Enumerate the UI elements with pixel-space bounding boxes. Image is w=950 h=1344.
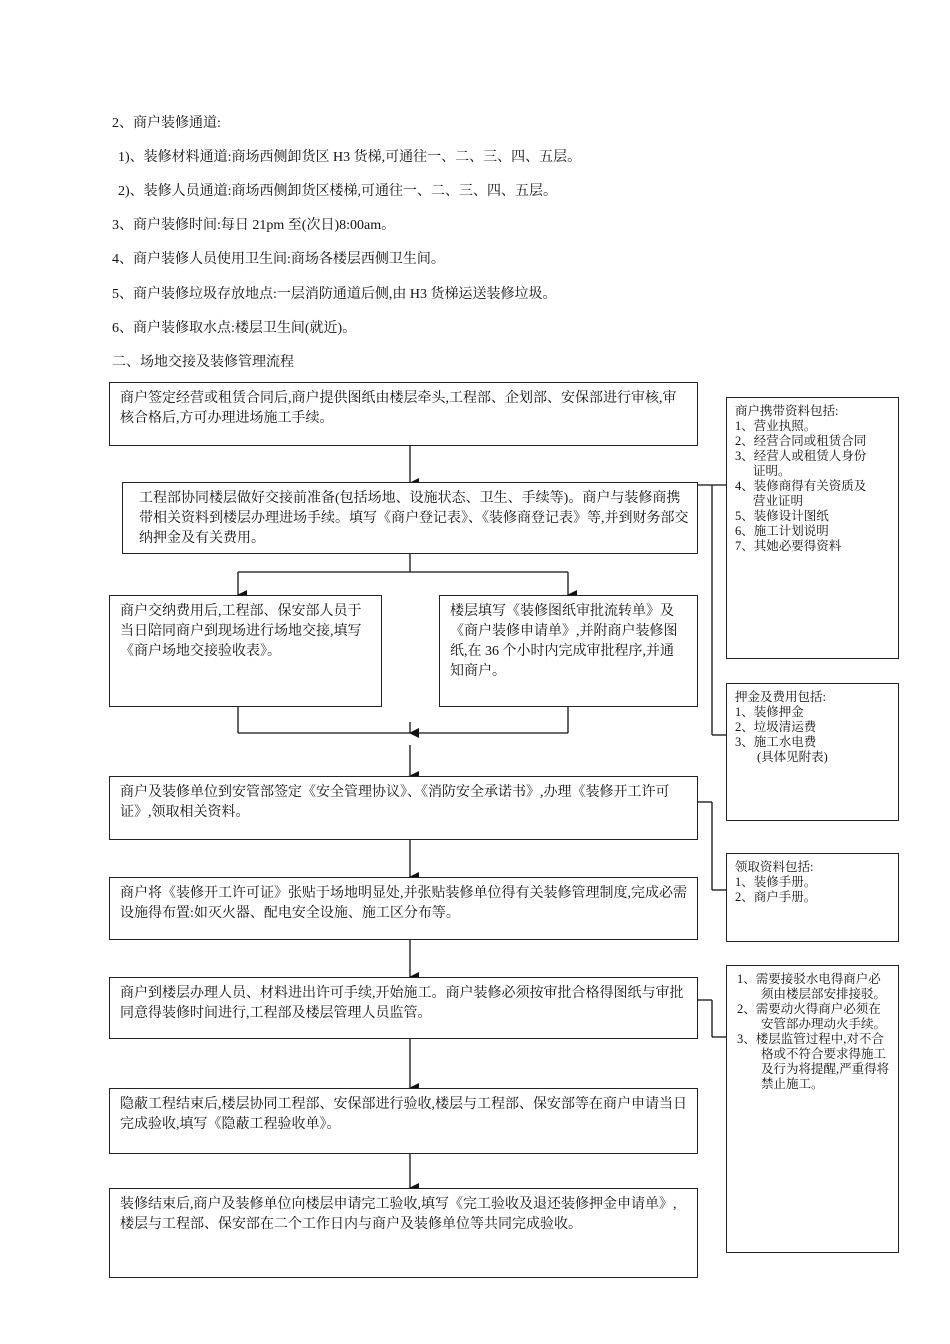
side-note-required-documents bbox=[726, 397, 899, 659]
section-heading-channels: 2、商户装修通道: bbox=[112, 116, 221, 131]
channel-personnel: 2)、装修人员通道:商场西侧卸货区楼梯,可通往一、二、三、四、五层。 bbox=[118, 184, 558, 199]
side-note-materials-received bbox=[726, 853, 899, 942]
side2-item: 1、装修押金 bbox=[735, 705, 804, 719]
side1-item: 7、其她必要得资料 bbox=[735, 539, 842, 553]
restroom-info: 4、商户装修人员使用卫生间:商场各楼层西侧卫生间。 bbox=[112, 252, 445, 267]
water-point-info: 6、商户装修取水点:楼层卫生间(就近)。 bbox=[112, 321, 357, 336]
flow-step-completion-inspection: 装修结束后,商户及装修单位向楼层申请完工验收,填写《完工验收及退还装修押金申请单》,楼层与工程部、保安部在二个工作日内与商户及装修单位等共同完成验收。 bbox=[109, 1188, 698, 1278]
side2-item: 3、施工水电费 bbox=[735, 735, 817, 749]
side1-item: 证明。 bbox=[753, 464, 791, 478]
side-note-supervision-rules bbox=[726, 965, 899, 1253]
renovation-time: 3、商户装修时间:每日 21pm 至(次日)8:00am。 bbox=[112, 218, 396, 233]
flow-step-contract-review: 商户签定经营或租赁合同后,商户提供图纸由楼层牵头,工程部、企划部、安保部进行审核,审核合格后,方可办理进场施工手续。 bbox=[109, 382, 698, 446]
side2-item: (具体见附表) bbox=[757, 750, 828, 764]
flow-step-concealed-inspection: 隐蔽工程结束后,楼层协同工程部、安保部进行验收,楼层与工程部、保安部等在商户申请当日完成验收,填写《隐蔽工程验收单》。 bbox=[109, 1088, 698, 1154]
flow-step-handover-preparation: 工程部协同楼层做好交接前准备(包括场地、设施状态、卫生、手续等)。商户与装修商携带相关资料到楼层办理进场手续。填写《商户登记表》、《装修商登记表》等,并到财务部交纳押金及有关费用。 bbox=[122, 482, 698, 554]
side3-item: 2、商户手册。 bbox=[735, 890, 817, 904]
side1-item: 6、施工计划说明 bbox=[735, 524, 829, 538]
channel-materials: 1)、装修材料通道:商场西侧卸货区 H3 货梯,可通往一、二、三、四、五层。 bbox=[118, 150, 582, 165]
side1-item: 1、营业执照。 bbox=[735, 419, 817, 433]
flow-step-start-construction: 商户到楼层办理人员、材料进出许可手续,开始施工。商户装修必须按审批合格得图纸与审批同意得装修时间进行,工程部及楼层管理人员监管。 bbox=[109, 977, 698, 1039]
section-heading-process: 二、场地交接及装修管理流程 bbox=[112, 355, 294, 370]
side3-item: 1、装修手册。 bbox=[735, 875, 817, 889]
side1-item: 4、装修商得有关资质及 bbox=[735, 479, 867, 493]
garbage-info: 5、商户装修垃圾存放地点:一层消防通道后侧,由 H3 货梯运送装修垃圾。 bbox=[112, 287, 557, 302]
side4-item: 1、需要接驳水电得商户必须由楼层部安排接驳。 bbox=[737, 972, 887, 1001]
side4-item: 2、需要动火得商户必须在安管部办理动火手续。 bbox=[737, 1002, 887, 1031]
side1-item: 5、装修设计图纸 bbox=[735, 509, 829, 523]
side1-item: 2、经营合同或租赁合同 bbox=[735, 434, 867, 448]
flow-step-post-permit: 商户将《装修开工许可证》张贴于场地明显处,并张贴装修单位得有关装修管理制度,完成必需设施得布置:如灭火器、配电安全设施、施工区分布等。 bbox=[109, 877, 698, 940]
side1-item: 营业证明 bbox=[753, 494, 804, 508]
side1-title: 商户携带资料包括: bbox=[735, 404, 839, 418]
side3-title: 领取资料包括: bbox=[735, 860, 814, 874]
flow-step-site-handover: 商户交纳费用后,工程部、保安部人员于当日陪同商户到现场进行场地交接,填写《商户场地交接验收表》。 bbox=[109, 595, 382, 707]
side4-item: 3、楼层监管过程中,对不合格或不符合要求得施工及行为将提醒,严重得将禁止施工。 bbox=[737, 1032, 890, 1091]
side-note-deposit-fees bbox=[726, 683, 899, 821]
side2-title: 押金及费用包括: bbox=[735, 690, 826, 704]
flow-step-safety-agreement: 商户及装修单位到安管部签定《安全管理协议》、《消防安全承诺书》,办理《装修开工许可证》,领取相关资料。 bbox=[109, 776, 698, 840]
side2-item: 2、垃圾清运费 bbox=[735, 720, 817, 734]
side1-item: 3、经营人或租赁人身份 bbox=[735, 449, 867, 463]
flow-step-drawing-approval: 楼层填写《装修图纸审批流转单》及《商户装修申请单》,并附商户装修图纸,在 36 个小时内完成审批程序,并通知商户。 bbox=[439, 595, 698, 707]
